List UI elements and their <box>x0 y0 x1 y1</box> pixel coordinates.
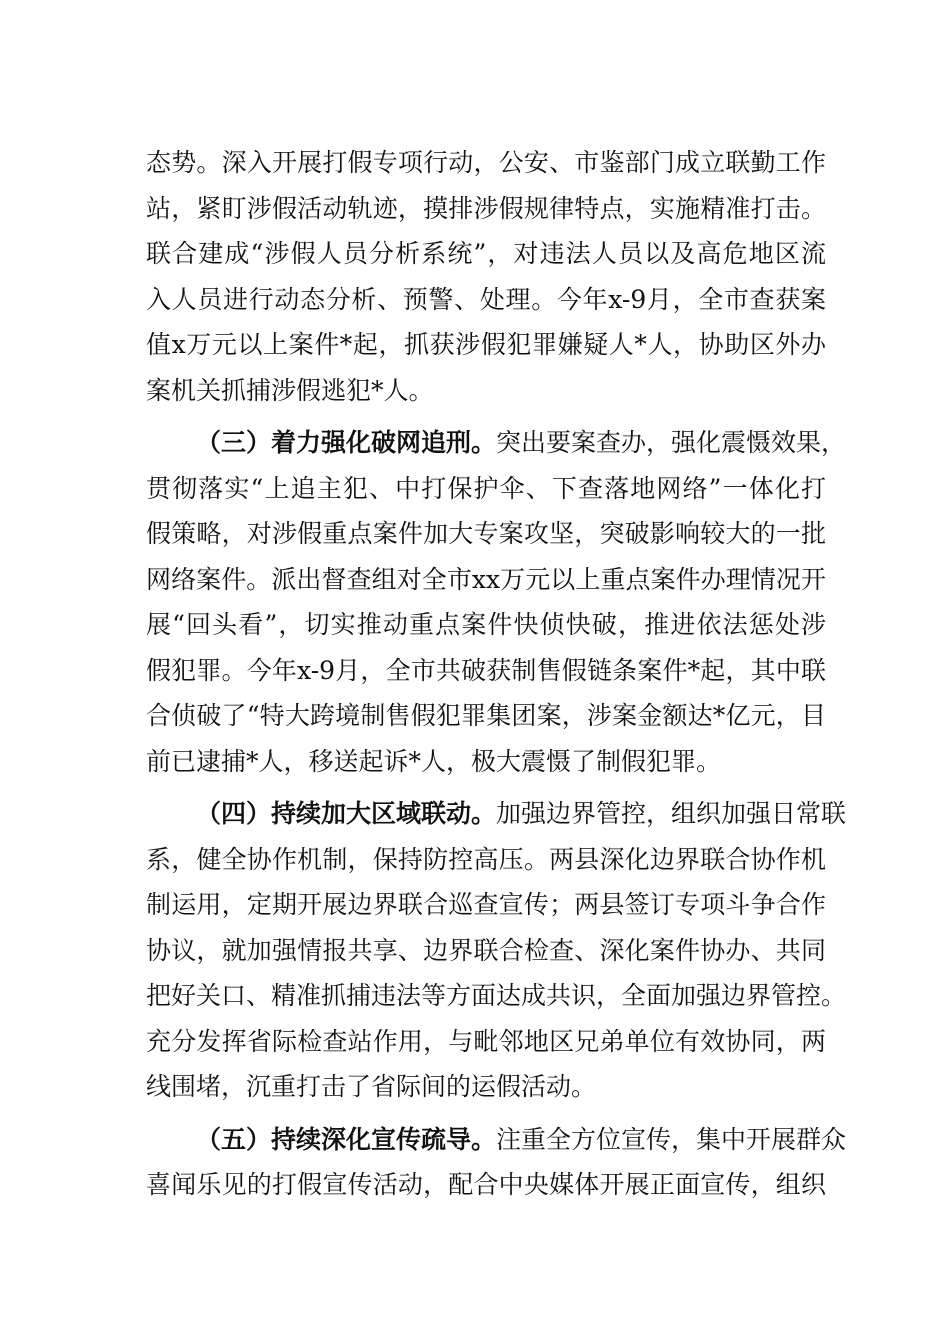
paragraph-line: 把好关口、精准抓捕违法等方面达成共识，全面加强边界管控。 <box>146 981 847 1010</box>
section-heading-4: （四）持续加大区域联动。 <box>196 799 497 828</box>
paragraph-line: 假犯罪。今年x-9月，全市共破获制售假链条案件*起，其中联 <box>146 655 826 685</box>
paragraph-3 <box>146 791 847 1110</box>
paragraph-line: 站，紧盯涉假活动轨迹，摸排涉假规律特点，实施精准打击。 <box>146 193 826 223</box>
paragraph-line: 系，健全协作机制，保持防控高压。两县深化边界联合协作机 <box>146 844 826 874</box>
paragraph-line: 态势。深入开展打假专项行动，公安、市鉴部门成立联勤工作 <box>146 148 826 177</box>
document-body <box>146 140 847 1208</box>
section-heading-5: （五）持续深化宣传疏导。 <box>196 1124 497 1154</box>
paragraph-spacer <box>146 1110 826 1117</box>
paragraph-spacer <box>146 784 826 791</box>
paragraph-spacer <box>146 413 826 420</box>
paragraph-line: 充分发挥省际检查站作用，与毗邻地区兄弟单位有效协同，两 <box>146 1026 826 1056</box>
paragraph-first-line <box>146 420 847 466</box>
paragraph-line: 联合建成“涉假人员分析系统”，对违法人员以及高危地区流 <box>146 239 826 268</box>
paragraph-2 <box>146 420 847 784</box>
paragraph-line: 协议，就加强情报共享、边界联合检查、深化案件协办、共同 <box>146 935 826 965</box>
paragraph-line: 网络案件。派出督查组对全市xx万元以上重点案件办理情况开 <box>146 564 826 594</box>
paragraph-line: 制运用，定期开展边界联合巡查宣传；两县签订专项斗争合作 <box>146 890 826 919</box>
paragraph-line: 入人员进行动态分析、预警、处理。今年x-9月，全市查获案 <box>146 284 826 314</box>
paragraph-line: 案机关抓捕涉假逃犯*人。 <box>146 375 434 405</box>
paragraph-4 <box>146 1117 847 1208</box>
section-heading-3: （三）着力强化破网追刑。 <box>196 428 497 457</box>
paragraph-first-line <box>146 1117 847 1163</box>
paragraph-first-line <box>146 791 847 837</box>
paragraph-line: 假策略，对涉假重点案件加大专案攻坚，突破影响较大的一批 <box>146 519 826 548</box>
paragraph-line: 线围堵，沉重打击了省际间的运假活动。 <box>146 1072 597 1101</box>
paragraph-line: 喜闻乐见的打假宣传活动，配合中央媒体开展正面宣传，组织 <box>146 1170 826 1199</box>
paragraph-line: 值x万元以上案件*起，抓获涉假犯罪嫌疑人*人，协助区外办 <box>146 330 826 359</box>
paragraph-line: 展“回头看”，切实推动重点案件快侦快破，推进依法惩处涉 <box>146 610 826 639</box>
paragraph-line: 贯彻落实“上追主犯、中打保护伞、下查落地网络”一体化打 <box>146 473 826 503</box>
paragraph-line-text: 加强边界管控，组织加强日常联 <box>496 799 847 828</box>
paragraph-1 <box>146 140 826 413</box>
paragraph-line-text: 突出要案查办，强化震慑效果， <box>496 428 847 457</box>
paragraph-line-text: 注重全方位宣传，集中开展群众 <box>496 1124 847 1154</box>
paragraph-line: 合侦破了“特大跨境制售假犯罪集团案，涉案金额达*亿元，目 <box>146 701 826 730</box>
paragraph-line: 前已逮捕*人，移送起诉*人，极大震慑了制假犯罪。 <box>146 746 722 776</box>
